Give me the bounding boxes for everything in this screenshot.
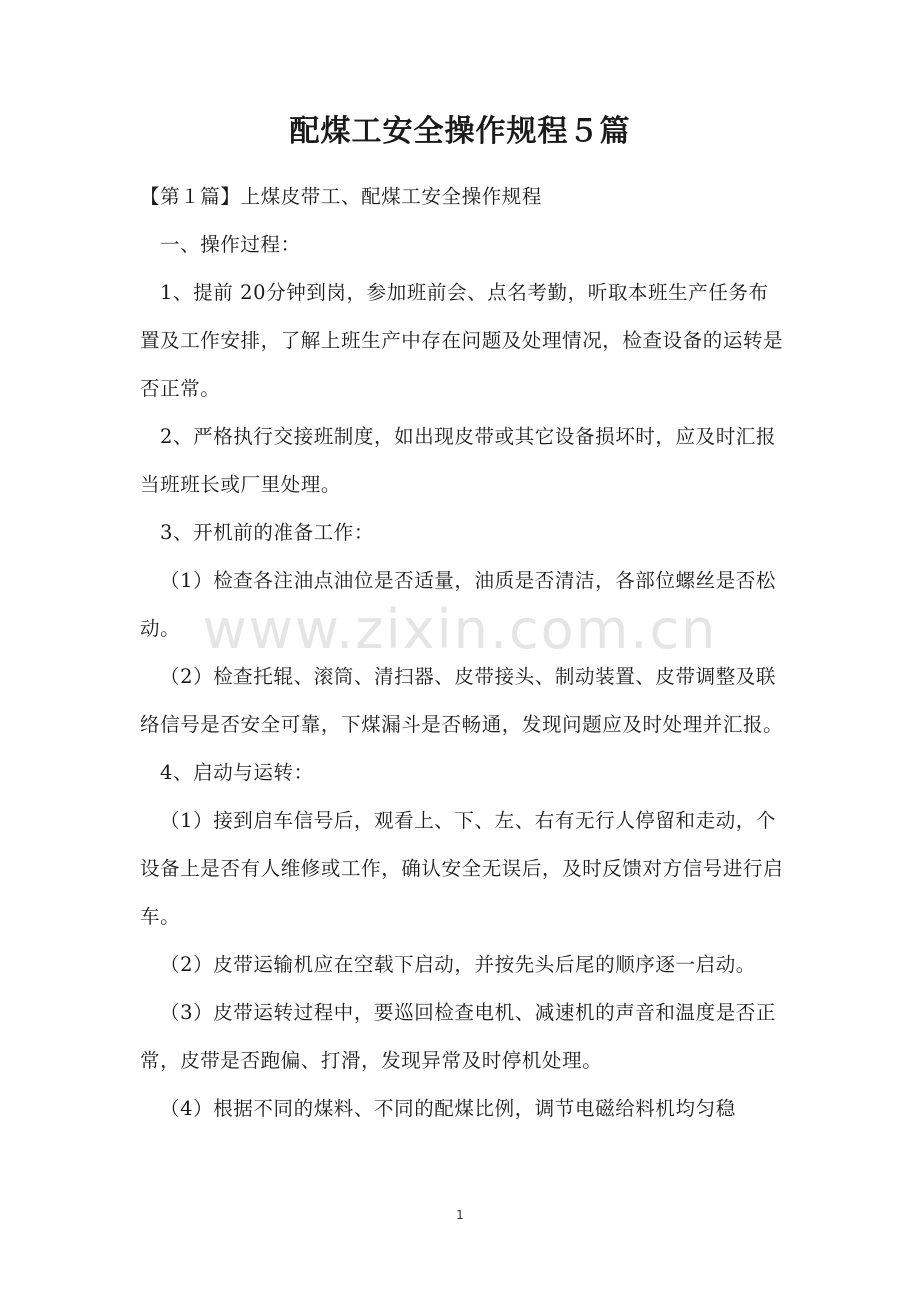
paragraph: 3、开机前的准备工作： — [160, 521, 375, 544]
paragraph: （3）皮带运转过程中，要巡回检查电机、减速机的声音和温度是否正常，皮带是否跑偏、打滑，发现异常及时停机处理。 — [140, 1001, 777, 1072]
paragraph: （4）根据不同的煤料、不同的配煤比例，调节电磁给料机均匀稳 — [160, 1097, 736, 1120]
watermark: www.zixin.com.cn — [202, 598, 718, 661]
section-heading: 【第１篇】上煤皮带工、配煤工安全操作规程 — [140, 185, 543, 208]
page-number: 1 — [456, 1208, 464, 1222]
document-title: 配煤工安全操作规程５篇 — [289, 114, 631, 149]
paragraph: （1）接到启车信号后，观看上、下、左、右有无行人停留和走动，个设备上是否有人维修或工作，确认安全无误后，及时反馈对方信号进行启车。 — [140, 809, 784, 928]
document-body — [140, 173, 785, 1133]
paragraph: （2）检查托辊、滚筒、清扫器、皮带接头、制动装置、皮带调整及联络信号是否安全可靠，下煤漏斗是否畅通，发现问题应及时处理并汇报。 — [140, 665, 784, 736]
paragraph: 2、严格执行交接班制度，如出现皮带或其它设备损坏时，应及时汇报当班班长或厂里处理。 — [140, 425, 777, 496]
paragraph: （2）皮带运输机应在空载下启动，并按先头后尾的顺序逐一启动。 — [160, 953, 756, 976]
paragraph: 一、操作过程： — [160, 233, 301, 256]
paragraph: 4、启动与运转： — [160, 761, 314, 784]
paragraph: （1）检查各注油点油位是否适量，油质是否清洁，各部位螺丝是否松动。 — [140, 569, 777, 640]
paragraph: 1、提前 20分钟到岗，参加班前会、点名考勤，听取本班生产任务布置及工作安排，了解上班生产中存在问题及处理情况，检查设备的运转是否正常。 — [140, 281, 784, 400]
